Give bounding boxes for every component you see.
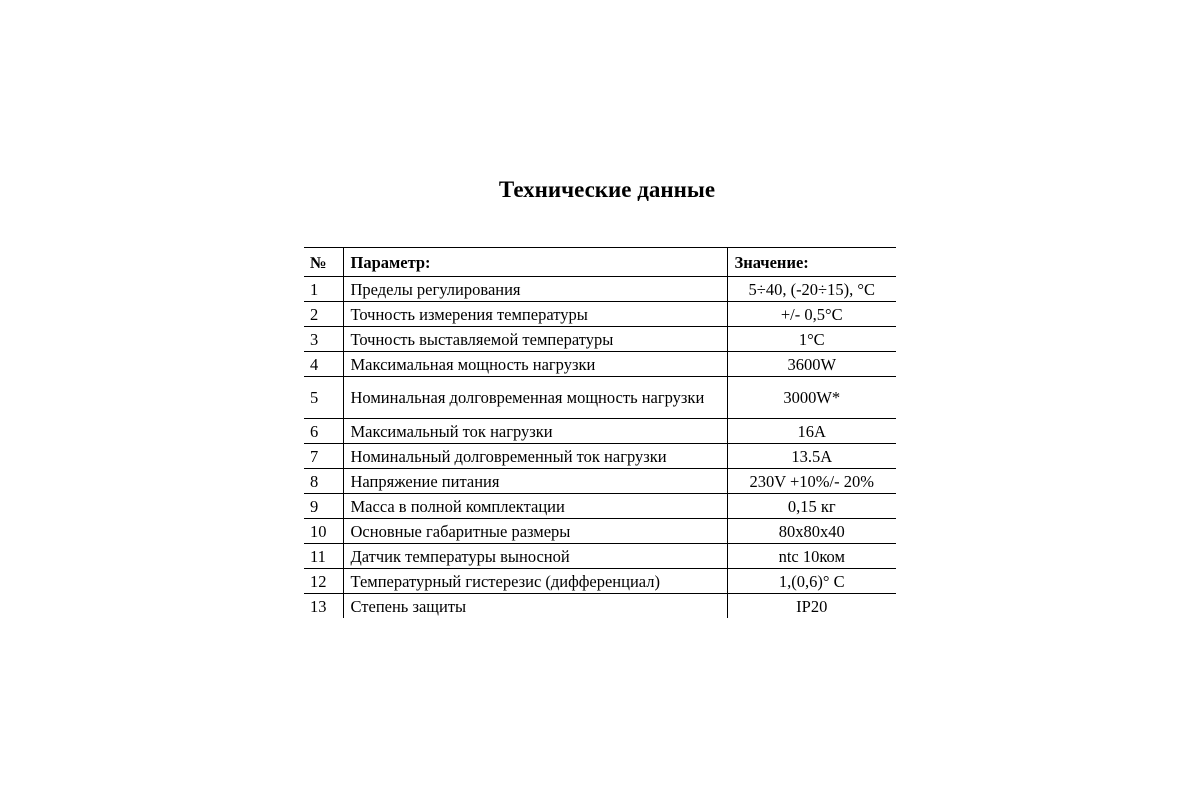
row-value: 3000W* [727, 377, 896, 419]
row-value: 1,(0,6)° C [727, 569, 896, 594]
row-number: 6 [310, 421, 319, 441]
row-value: 3600W [727, 352, 896, 377]
row-parameter: Температурный гистерезис (дифференциал) [343, 569, 727, 594]
row-number: 8 [310, 471, 319, 491]
row-number: 3 [310, 329, 319, 349]
table-row [304, 377, 896, 419]
row-parameter: Пределы регулирования [343, 277, 727, 302]
table-row [304, 519, 896, 544]
row-parameter: Максимальная мощность нагрузки [343, 352, 727, 377]
table-row [304, 302, 896, 327]
row-number: 5 [310, 388, 319, 407]
table-row [304, 419, 896, 444]
row-parameter: Номинальная долговременная мощность нагрузки [343, 377, 727, 419]
table-row [304, 352, 896, 377]
row-parameter: Датчик температуры выносной [343, 544, 727, 569]
header-value: Значение: [727, 248, 896, 277]
header-parameter: Параметр: [343, 248, 727, 277]
page-title: Технические данные [498, 177, 716, 202]
row-value: 13.5A [727, 444, 896, 469]
row-number: 1 [310, 279, 319, 299]
row-parameter: Максимальный ток нагрузки [343, 419, 727, 444]
row-value: ntc 10ком [727, 544, 896, 569]
row-value: 1°C [727, 327, 896, 352]
table-row [304, 569, 896, 594]
row-value: 0,15 кг [727, 494, 896, 519]
row-number: 10 [310, 521, 327, 541]
row-number: 9 [310, 496, 319, 516]
table-row [304, 544, 896, 569]
table-row [304, 444, 896, 469]
row-parameter: Масса в полной комплектации [343, 494, 727, 519]
row-number: 13 [310, 596, 327, 616]
row-number: 2 [310, 304, 319, 324]
table-row [304, 594, 896, 619]
row-number: 7 [310, 446, 319, 466]
row-parameter: Точность выставляемой температуры [343, 327, 727, 352]
table-row [304, 327, 896, 352]
table-row [304, 277, 896, 302]
row-number: 11 [310, 546, 326, 566]
specifications-table [304, 247, 896, 618]
row-parameter: Напряжение питания [343, 469, 727, 494]
row-number: 4 [310, 354, 319, 374]
row-value: +/- 0,5°C [727, 302, 896, 327]
row-value: 16A [727, 419, 896, 444]
table-header-row [304, 248, 896, 277]
row-number: 12 [310, 571, 327, 591]
row-value: IP20 [727, 594, 896, 619]
table-row [304, 494, 896, 519]
row-value: 5÷40, (-20÷15), °C [727, 277, 896, 302]
row-parameter: Номинальный долговременный ток нагрузки [343, 444, 727, 469]
row-value: 230V +10%/- 20% [727, 469, 896, 494]
row-parameter: Точность измерения температуры [343, 302, 727, 327]
table-row [304, 469, 896, 494]
row-parameter: Основные габаритные размеры [343, 519, 727, 544]
row-value: 80x80x40 [727, 519, 896, 544]
row-parameter: Степень защиты [343, 594, 727, 619]
header-number: № [310, 253, 327, 272]
